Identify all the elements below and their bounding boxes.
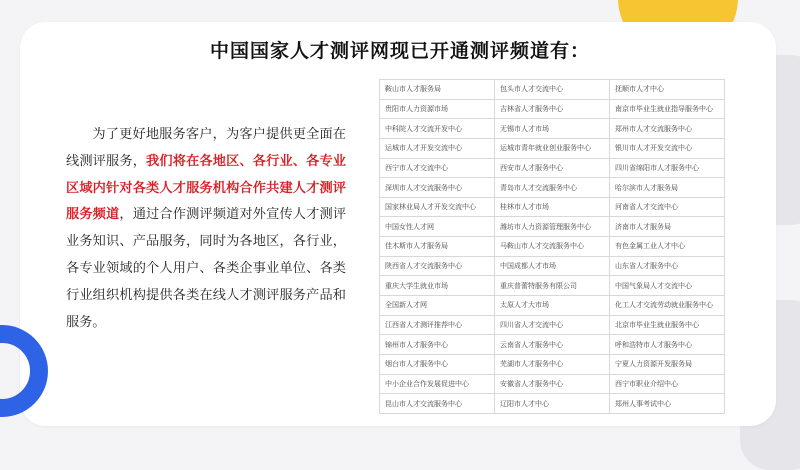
table-cell: 中科院人才交流开发中心 [380, 119, 495, 139]
table-cell: 芜湖市人才服务中心 [495, 354, 610, 374]
table-row [380, 158, 725, 178]
table-cell: 山东省人才服务中心 [610, 256, 725, 276]
table-cell: 辽阳市人才中心 [495, 394, 610, 414]
table-cell: 深圳市人才交流服务中心 [380, 178, 495, 198]
table-cell: 西宁市职业介绍中心 [610, 374, 725, 394]
table-cell: 四川省人才交流中心 [495, 315, 610, 335]
table-row [380, 119, 725, 139]
table-row [380, 138, 725, 158]
table-cell: 无锡市人才市场 [495, 119, 610, 139]
table-row [380, 256, 725, 276]
table-row [380, 296, 725, 316]
table-cell: 河南省人才交流中心 [610, 197, 725, 217]
table-cell: 运城市青年就业创业服务中心 [495, 138, 610, 158]
table-cell: 佳木斯市人才服务局 [380, 237, 495, 257]
table-row [380, 178, 725, 198]
table-cell: 包头市人才交流中心 [495, 80, 610, 100]
table-cell: 青岛市人才交流服务中心 [495, 178, 610, 198]
table-cell: 烟台市人才服务中心 [380, 354, 495, 374]
table-cell: 贵阳市人力资源市场 [380, 99, 495, 119]
table-cell: 桂林市人才市场 [495, 197, 610, 217]
table-row [380, 335, 725, 355]
table-cell: 全国新人才网 [380, 296, 495, 316]
table-cell: 郑州市人才交流服务中心 [610, 119, 725, 139]
table-cell: 陕西省人才交流服务中心 [380, 256, 495, 276]
table-cell: 昆山市人才交流服务中心 [380, 394, 495, 414]
table-cell: 化工人才交流劳动就业服务中心 [610, 296, 725, 316]
table-cell: 重庆普蕾特服务有限公司 [495, 276, 610, 296]
table-cell: 抚顺市人才中心 [610, 80, 725, 100]
paragraph-text-after: ，通过合作测评频道对外宣传人才测评业务知识、产品服务，同时为各地区，各行业，各专业领域的个人用户、各类企事业单位、各类行业组织机构提供各类在线人才测评服务产品和服务。 [66, 207, 347, 330]
intro-paragraph [66, 122, 346, 336]
page-title: 中国国家人才测评网现已开通测评频道有： [209, 40, 590, 62]
table-row [380, 197, 725, 217]
table-row [380, 394, 725, 414]
table-row [380, 217, 725, 237]
table-cell: 宁夏人力资源开发服务局 [610, 354, 725, 374]
table-cell: 中国女性人才网 [380, 217, 495, 237]
table-cell: 西宁市人才交流中心 [380, 158, 495, 178]
table-cell: 哈尔滨市人才服务局 [610, 178, 725, 198]
table-cell: 江西省人才测评推荐中心 [380, 315, 495, 335]
table-cell: 潍坊市人力资源管理服务中心 [495, 217, 610, 237]
table-cell: 国家林业局人才开发交流中心 [380, 197, 495, 217]
table-cell: 济南市人才服务局 [610, 217, 725, 237]
channel-table-body [380, 80, 725, 414]
table-cell: 呼和浩特市人才服务中心 [610, 335, 725, 355]
table-row [380, 237, 725, 257]
table-cell: 北京市毕业生就业服务中心 [610, 315, 725, 335]
table-row [380, 276, 725, 296]
table-cell: 运城市人才开发交流中心 [380, 138, 495, 158]
table-cell: 太原人才大市场 [495, 296, 610, 316]
table-cell: 中国气象局人才交流中心 [610, 276, 725, 296]
table-cell: 重庆大学生就业市场 [380, 276, 495, 296]
table-row [380, 99, 725, 119]
paragraph-highlight: 我们将在各地区、各行业、各专业区域内针对各类人才服务机构合作共建人才测评服务频道 [66, 153, 347, 223]
table-row [380, 354, 725, 374]
table-cell: 吉林省人才服务中心 [495, 99, 610, 119]
table-row [380, 374, 725, 394]
table-cell: 中小企业合作发展促进中心 [380, 374, 495, 394]
table-cell: 马鞍山市人才交流服务中心 [495, 237, 610, 257]
channel-table [379, 79, 725, 414]
table-row [380, 315, 725, 335]
paragraph-text-before: 为了更好地服务客户，为客户提供更全面在线测评服务， [66, 127, 346, 169]
table-cell: 云南省人才服务中心 [495, 335, 610, 355]
table-cell: 四川省绵阳市人才服务中心 [610, 158, 725, 178]
table-cell: 西安市人才服务中心 [495, 158, 610, 178]
table-row [380, 80, 725, 100]
table-cell: 有色金属工业人才中心 [610, 237, 725, 257]
channel-table-container [379, 79, 725, 414]
table-cell: 安徽省人才服务中心 [495, 374, 610, 394]
table-cell: 鞍山市人才服务局 [380, 80, 495, 100]
table-cell: 南京市毕业生就业指导服务中心 [610, 99, 725, 119]
table-cell: 郑州人事考试中心 [610, 394, 725, 414]
table-cell: 锦州市人才服务中心 [380, 335, 495, 355]
table-cell: 银川市人才开发交流中心 [610, 138, 725, 158]
table-cell: 中国成都人才市场 [495, 256, 610, 276]
